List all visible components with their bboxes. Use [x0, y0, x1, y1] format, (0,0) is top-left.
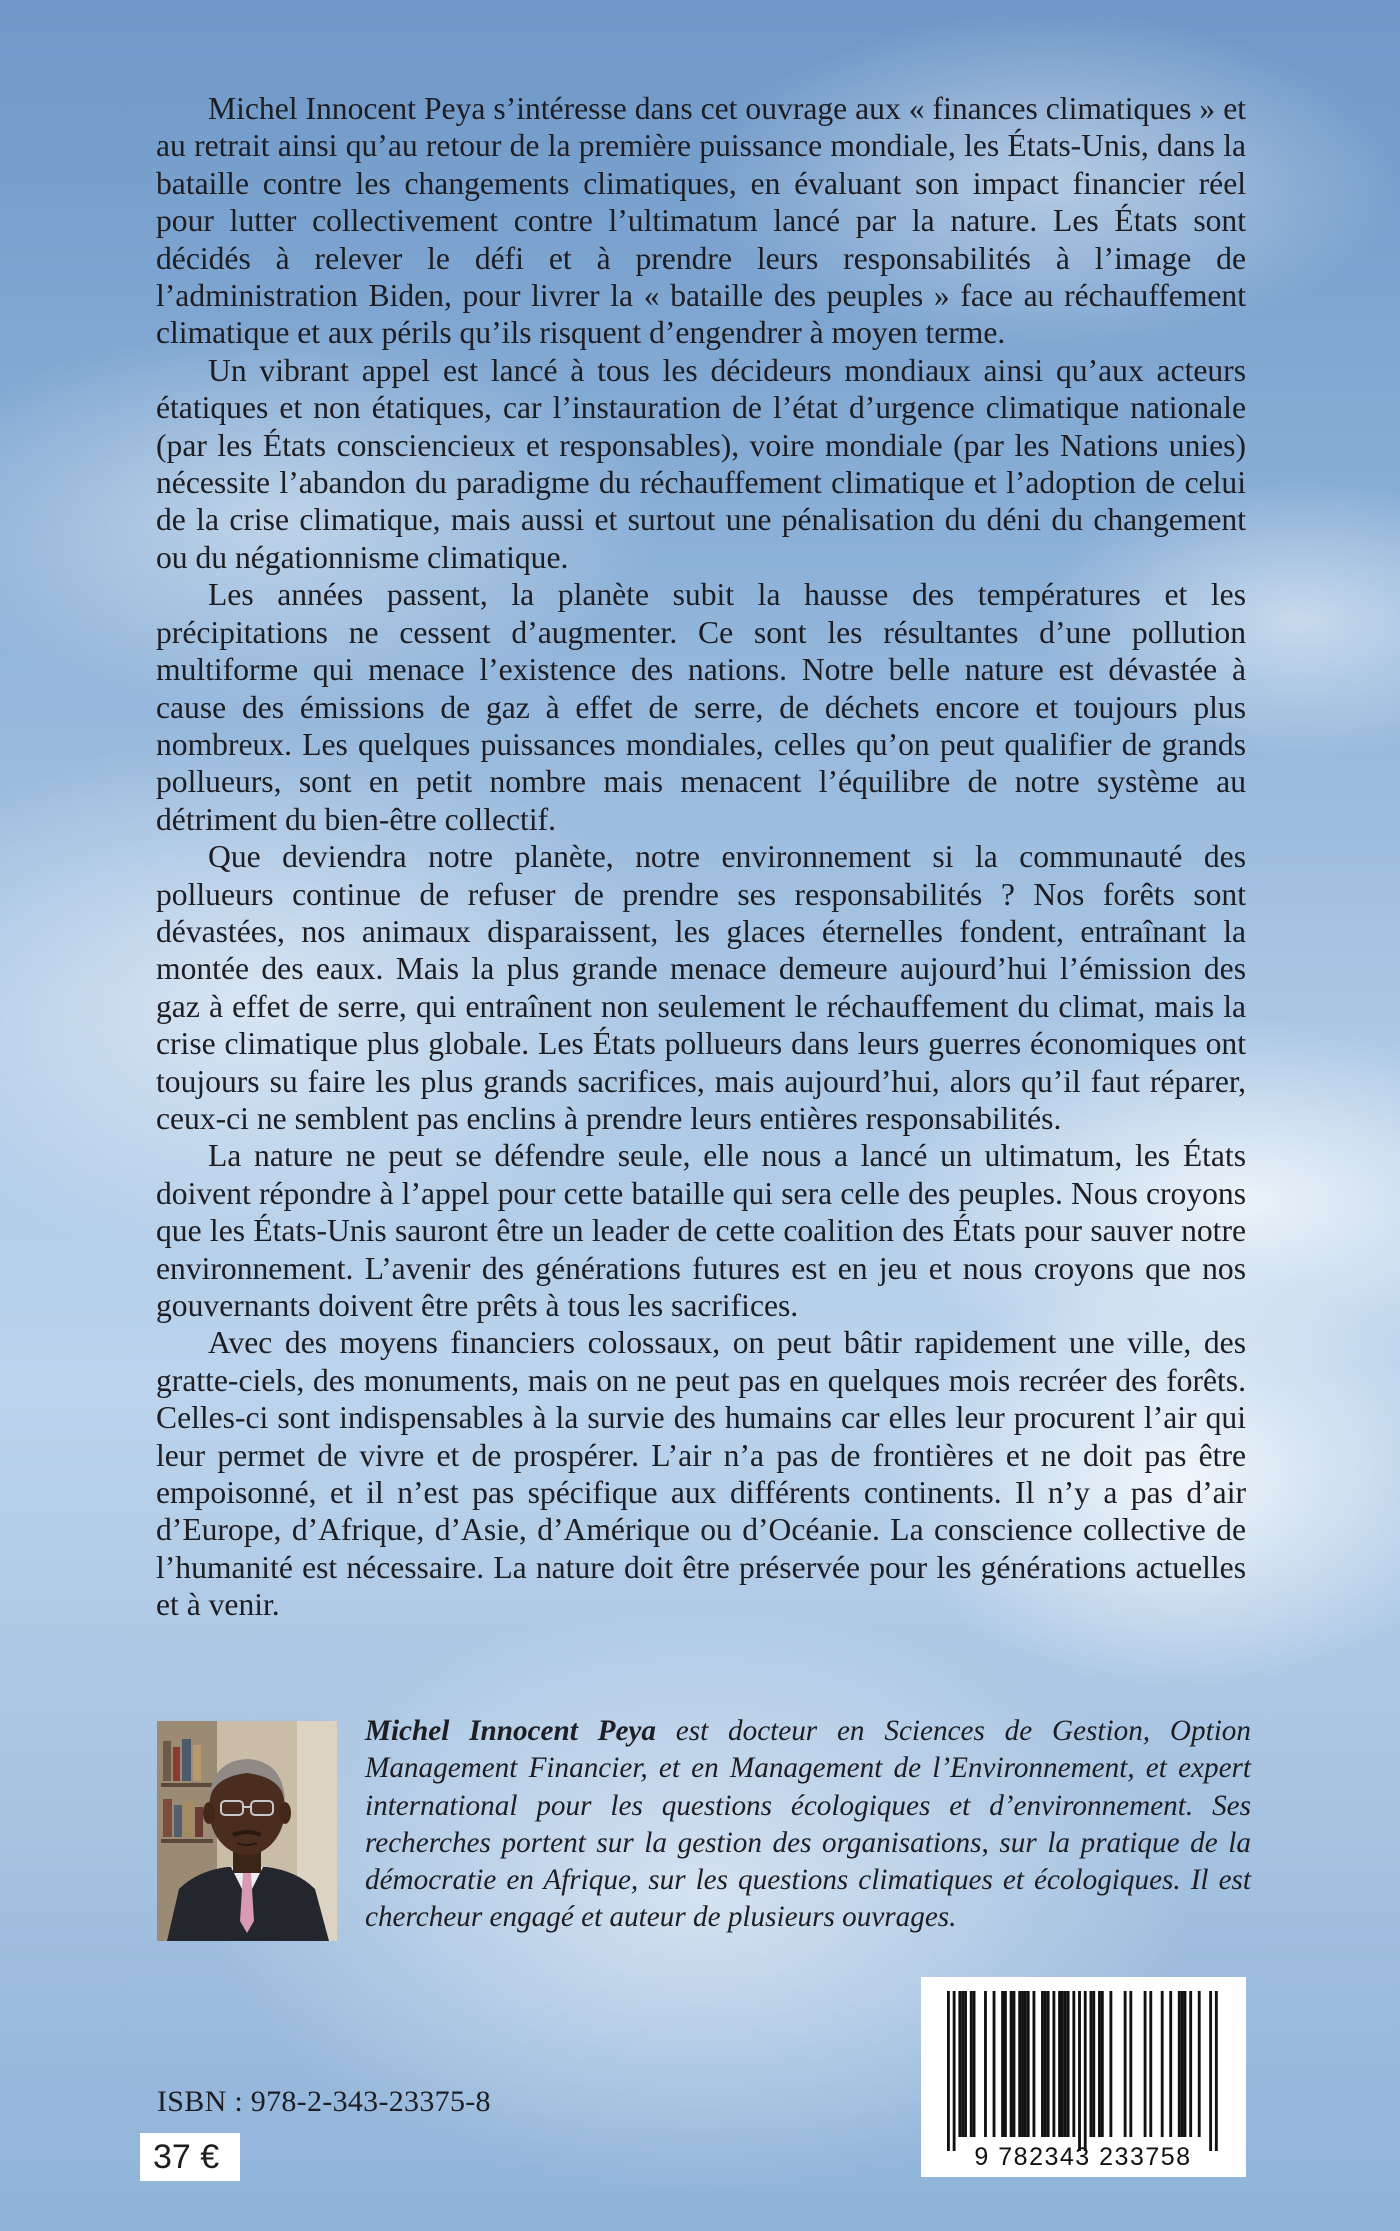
barcode-bar: [958, 1991, 961, 2137]
barcode-bar: [1124, 1991, 1127, 2137]
barcode-bar: [1101, 1991, 1104, 2137]
barcode-bar: [953, 1991, 956, 2151]
summary-paragraph-2: Un vibrant appel est lancé à tous les décideurs mondiaux ainsi qu’aux acteurs étatiques et non étatiques, car l’instauration de l’état d’urgence climatique nationale (par les États consciencieux et responsables), voire mondiale (par les Nations unies) nécessite l’abandon du paradigme du réchauffement climatique et l’adoption de celui de la crise climatique, mais aussi et surtout une pénalisation du déni du changement ou du négationnisme climatique.: [156, 352, 1246, 575]
barcode-bar: [984, 1991, 987, 2137]
barcode-bar: [1041, 1991, 1044, 2137]
barcode-digits: 9 782343 233758: [974, 2143, 1192, 2171]
barcode-bar: [1044, 1991, 1047, 2137]
barcode-bar: [1181, 1991, 1184, 2137]
barcode-bar: [961, 1991, 964, 2137]
barcode-bar: [964, 1991, 967, 2137]
barcode-bar: [1013, 1991, 1016, 2137]
barcode-bar: [1098, 1991, 1101, 2137]
barcode-bar: [1084, 1991, 1087, 2151]
barcode-bar: [993, 1991, 996, 2137]
barcode-bar: [1018, 1991, 1021, 2137]
barcode-bar: [1001, 1991, 1004, 2137]
price-label: 37 €: [140, 2133, 240, 2181]
barcode-bar: [1078, 1991, 1081, 2151]
barcode-bar: [1064, 1991, 1067, 2137]
barcode-bar: [1010, 1991, 1013, 2137]
barcode-bar: [1169, 1991, 1172, 2137]
barcode-bar: [1129, 1991, 1132, 2137]
barcode-bar: [1047, 1991, 1050, 2137]
barcode-bar: [1090, 1991, 1093, 2137]
barcode: [921, 1977, 1246, 2177]
barcode-bar: [1072, 1991, 1075, 2137]
summary-text: [156, 90, 1246, 1624]
isbn: ISBN : 978-2-343-23375-8: [157, 2085, 491, 2118]
summary-paragraph-1: Michel Innocent Peya s’intéresse dans cet ouvrage aux « finances climatiques » et au retrait ainsi qu’au retour de la première puissance mondiale, les États-Unis, dans la bataille contre les changements climatiques, en évaluant son impact financier réel pour lutter collectivement contre l’ultimatum lancé par la nature. Les États sont décidés à relever le défi et à prendre leurs responsabilités à l’image de l’administration Biden, pour livrer la « bataille des peuples » face au réchauffement climatique et aux périls qu’ils risquent d’engendrer à moyen terme.: [156, 91, 1246, 351]
barcode-bar: [1144, 1991, 1147, 2137]
author-photo: [157, 1721, 337, 1941]
summary-paragraph-6: Avec des moyens financiers colossaux, on peut bâtir rapidement une ville, des gratte-ciels, des monuments, mais on ne peut pas en quelques mois recréer des forêts. Celles-ci sont indispensables à la survie des humains car elles leur procurent l’air qui leur permet de vivre et de prospérer. L’air n’a pas de frontières et ne doit pas être empoisonné, et il n’est pas spécifique aux différents continents. Il n’y a pas d’air d’Europe, d’Afrique, d’Asie, d’Amérique ou d’Océanie. La conscience collective de l’humanité est nécessaire. La nature doit être préservée pour les générations actuelles et à venir.: [156, 1325, 1246, 1623]
barcode-bar: [1215, 1991, 1218, 2151]
barcode-graphic: [921, 1977, 1246, 2177]
barcode-bar: [947, 1991, 950, 2151]
barcode-bar: [1033, 1991, 1036, 2137]
barcode-bar: [1067, 1991, 1070, 2137]
barcode-bar: [1178, 1991, 1181, 2137]
barcode-bar: [1021, 1991, 1024, 2137]
barcode-bar: [1184, 1991, 1187, 2137]
barcode-bar: [1027, 1991, 1030, 2137]
author-bio-text: est docteur en Sciences de Gestion, Option Management Financier, et en Management de l’Environnement, et expert international pour les questions écologiques et d’environnement. Ses recherches portent sur la gestion des organisations, sur la pratique de la démocratie en Afrique, sur les questions climatiques et écologiques. Il est chercheur engagé et auteur de plusieurs ouvrages.: [365, 1715, 1251, 1934]
barcode-bar: [1149, 1991, 1152, 2137]
barcode-bar: [1061, 1991, 1064, 2137]
summary-paragraph-3: Les années passent, la planète subit la hausse des températures et les précipitations ne cessent d’augmenter. Ce sont les résultantes d’une pollution multiforme qui menace l’existence des nations. Notre belle nature est dévastée à cause des émissions de gaz à effet de serre, de déchets encore et toujours plus nombreux. Les quelques puissances mondiales, celles qu’on peut qualifier de grands pollueurs, sont en petit nombre mais menacent l’équilibre de notre système au détriment du bien-être collectif.: [156, 577, 1246, 837]
author-bio: [365, 1713, 1251, 1937]
barcode-bar: [1189, 1991, 1192, 2137]
barcode-bar: [970, 1991, 973, 2137]
barcode-bar: [1198, 1991, 1201, 2137]
barcode-bar: [1004, 1991, 1007, 2137]
barcode-bar: [973, 1991, 976, 2137]
barcode-bar: [1058, 1991, 1061, 2137]
summary-paragraph-5: La nature ne peut se défendre seule, elle nous a lancé un ultimatum, les États doivent répondre à l’appel pour cette bataille qui sera celle des peuples. Nous croyons que les États-Unis sauront être un leader de cette coalition des États pour sauver notre environnement. L’avenir des générations futures est en jeu et nous croyons que nos gouvernants doivent être prêts à tous les sacrifices.: [156, 1138, 1246, 1323]
barcode-bar: [1109, 1991, 1112, 2137]
barcode-bar: [1161, 1991, 1164, 2137]
author-name: Michel Innocent Peya: [365, 1715, 656, 1747]
summary-paragraph-4: Que deviendra notre planète, notre environnement si la communauté des pollueurs continue de refuser de prendre ses responsabilités ? Nos forêts sont dévastées, nos animaux disparaissent, les glaces éternelles fondent, entraînant la montée des eaux. Mais la plus grande menace demeure aujourd’hui l’émission des gaz à effet de serre, qui entraînent non seulement le réchauffement du climat, mais la crise climatique plus globale. Les États pollueurs dans leurs guerres économiques ont toujours su faire les plus grands sacrifices, mais aujourd’hui, alors qu’il faut réparer, ceux-ci ne semblent pas enclins à prendre leurs entières responsabilités.: [156, 839, 1246, 1136]
barcode-bar: [1092, 1991, 1095, 2137]
barcode-bar: [1024, 1991, 1027, 2137]
barcode-bar: [1209, 1991, 1212, 2151]
barcode-bar: [1052, 1991, 1055, 2137]
